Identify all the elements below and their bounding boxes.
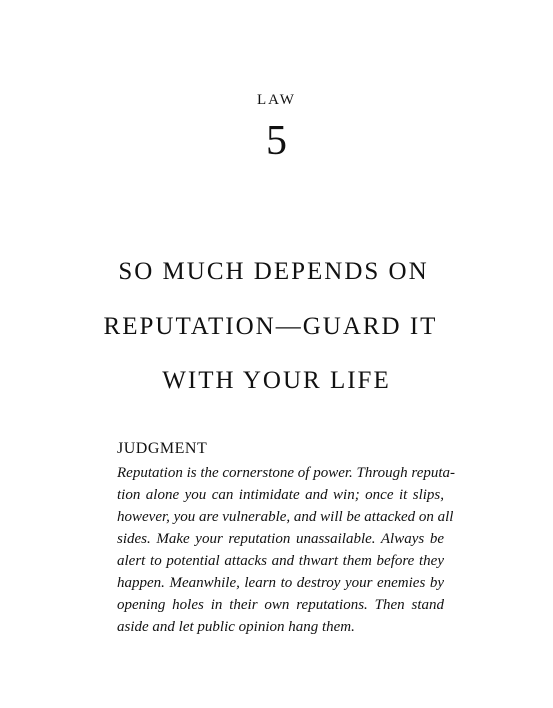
judgment-heading: JUDGMENT [117,440,208,457]
judgment-line: sides. Make your reputation unassailable. Always be [117,531,444,547]
judgment-line: tion alone you can intimidate and win; once it slips, [117,487,444,503]
judgment-line: opening holes in their own reputations. Then stand [117,597,444,613]
judgment-line: aside and let public opinion hang them. [117,619,355,635]
law-label: LAW [257,92,296,108]
judgment-line: alert to potential attacks and thwart them before they [117,553,444,569]
chapter-title-line-2: REPUTATION—GUARD IT [103,313,438,340]
judgment-line: happen. Meanwhile, learn to destroy your enemies by [117,575,444,591]
chapter-title-line-3: WITH YOUR LIFE [162,367,391,394]
chapter-title-line-1: SO MUCH DEPENDS ON [118,258,429,285]
law-number: 5 [266,118,287,164]
judgment-line: Reputation is the cornerstone of power. Through reputa- [117,465,456,481]
judgment-line: however, you are vulnerable, and will be attacked on all [117,509,454,525]
judgment-paragraph [117,462,456,638]
